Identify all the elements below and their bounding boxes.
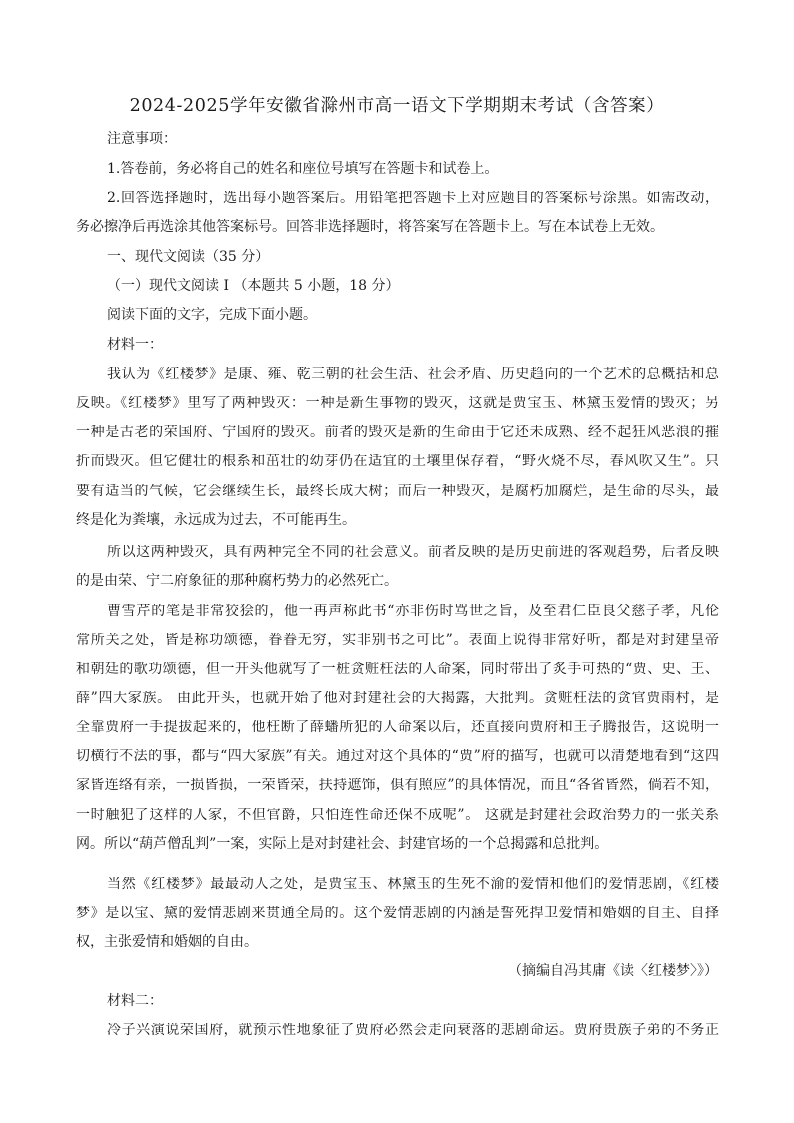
notice-item-2-line-2: 务必擦净后再选涂其他答案标号。回答非选择题时，将答案写在答题卡上。写在本试卷上无效。 <box>76 219 664 235</box>
source-citation: （摘编自冯其庸《读〈红楼梦〉》） <box>508 963 718 979</box>
paragraph-line: 权，主张爱情和婚姻的自由。 <box>76 934 258 950</box>
notice-item-1: 1.答卷前，务必将自己的姓名和座位号填写在答题卡和试卷上。 <box>107 161 499 177</box>
reading-instruction: 阅读下面的文字，完成下面小题。 <box>107 307 317 323</box>
paragraph-line: 全靠贾府一手提拔起来的，他枉断了薛蟠所犯的人命案以后，还直接向贾府和王子腾报告，这说明一 <box>76 720 719 735</box>
paragraph-line: 常所关之处，皆是称功颂德，眷眷无穷，实非别书之可比”。表面上说得非常好听，都是对封建皇帝 <box>76 633 719 648</box>
paragraph-line: 反映。《红楼梦》里写了两种毁灭：一种是新生事物的毁灭，这就是贾宝玉、林黛玉爱情的毁灭；另 <box>76 396 719 411</box>
paragraph-line: 切横行不法的事，都与“四大家族”有关。通过对这个具体的“贾”府的描写，也就可以清楚地看到“这四 <box>76 749 719 764</box>
paragraph-line: 一种是古老的荣国府、宁国府的毁灭。前者的毁灭是新的生命由于它还未成熟、经不起狂风恶浪的摧 <box>76 425 719 440</box>
material-2-label: 材料二： <box>107 993 163 1009</box>
paragraph-line: 一时触犯了这样的人家，不但官爵，只怕连性命还保不成呢”。 这就是封建社会政治势力的一张关系 <box>76 808 719 823</box>
exam-title: 2024-2025学年安徽省滁州市高一语文下学期期末考试（含答案） <box>129 96 665 116</box>
subsection-heading: （一）现代文阅读 I （本题共 5 小题，18 分） <box>107 278 400 294</box>
paragraph-line: 曹雪芹的笔是非常狡狯的，他一再声称此书“亦非伤时骂世之旨，及至君仁臣良父慈子孝，凡伦 <box>107 604 719 619</box>
paragraph-line: 薛”四大家族。 由此开头，也就开始了他对封建社会的大揭露，大批判。贪赃枉法的贪官贾雨村，是 <box>76 691 719 706</box>
paragraph-line: 冷子兴演说荣国府，就预示性地象征了贾府必然会走向衰落的悲剧命运。贾府贵族子弟的不务正 <box>107 1023 719 1038</box>
section-heading: 一、现代文阅读（35 分） <box>107 249 270 265</box>
notice-heading: 注意事项： <box>107 131 177 147</box>
paragraph-line: 终是化为粪壤，永远成为过去，不可能再生。 <box>76 512 356 528</box>
paragraph-line: 折而毁灭。但它健壮的根系和茁壮的幼芽仍在适宜的土壤里保存着，“野火烧不尽，春风吹又生”。只 <box>76 454 719 469</box>
paragraph-line: 所以这两种毁灭，具有两种完全不同的社会意义。前者反映的是历史前进的客观趋势，后者反映 <box>107 545 719 560</box>
material-1-label: 材料一： <box>107 337 163 353</box>
paragraph-line: 和朝廷的歌功颂德，但一开头他就写了一桩贪赃枉法的人命案，同时带出了炙手可热的“贾、史、王、 <box>76 662 719 677</box>
notice-item-2-line-1: 2.回答选择题时，选出每小题答案后。用铅笔把答题卡上对应题目的答案标号涂黑。如需改动， <box>107 191 719 206</box>
paragraph-line: 梦》是以宝、黛的爱情悲剧来贯通全局的。这个爱情悲剧的内涵是誓死捍卫爱情和婚姻的自主、自择 <box>76 906 719 921</box>
paragraph-line: 当然《红楼梦》最最动人之处，是贾宝玉、林黛玉的生死不渝的爱情和他们的爱情悲剧，《红楼 <box>107 877 719 892</box>
paragraph-line: 网。所以“葫芦僧乱判”一案，实际上是对封建社会、封建官场的一个总揭露和总批判。 <box>76 836 609 852</box>
paragraph-line: 我认为《红楼梦》是康、雍、乾三朝的社会生活、社会矛盾、历史趋向的一个艺术的总概括和总 <box>107 367 719 382</box>
paragraph-line: 家皆连络有亲，一损皆损，一荣皆荣，扶持遮饰，俱有照应”的具体情况，而且“各省皆然，倘若不知， <box>76 778 719 793</box>
paragraph-line: 的是由荣、宁二府象征的那种腐朽势力的必然死亡。 <box>76 573 398 589</box>
paragraph-line: 要有适当的气候，它会继续生长，最终长成大树；而后一种毁灭，是腐朽加腐烂，是生命的尽头，最 <box>76 484 719 499</box>
